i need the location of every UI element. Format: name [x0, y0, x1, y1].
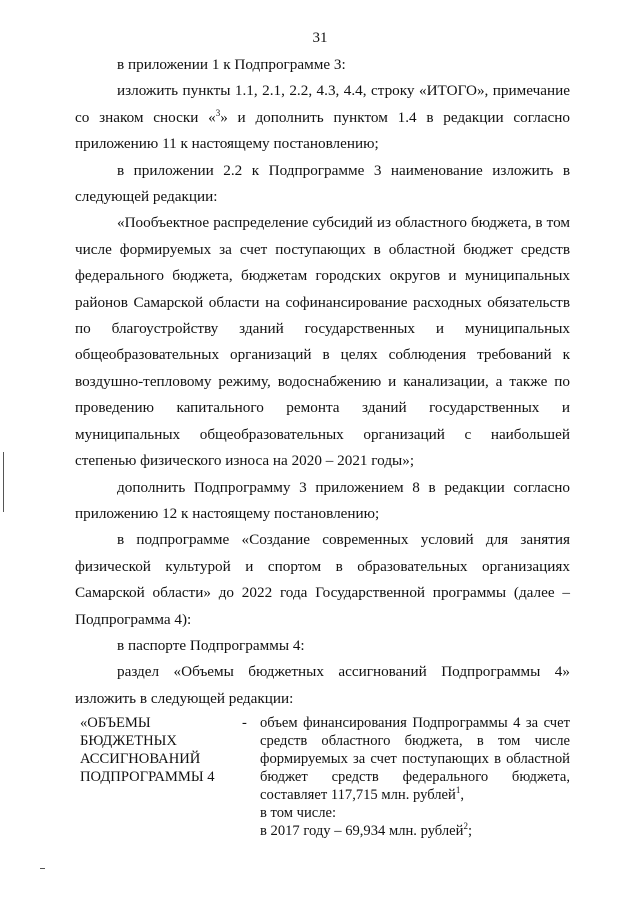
scan-mark	[3, 452, 4, 512]
table-left-line: АССИГНОВАНИЙ	[80, 751, 201, 767]
table-right-line3	[260, 822, 570, 840]
table-left-line: «ОБЪЕМЫ	[80, 715, 151, 731]
table-right-text: объем финансирования Подпрограммы 4 за счет средств областного бюджета, в том числе формируемых за счет поступающих в областной бюджет средств федерального бюджета, составляет 117,715 млн. рублей	[260, 715, 570, 803]
table-left-column	[80, 714, 240, 840]
table-right-line3-text: в 2017 году – 69,934 млн. рублей	[260, 823, 464, 839]
paragraph-2-text-a: изложить пункты 1.1, 2.1, 2.2, 4.3, 4.4, строку «ИТОГО», примечание со знаком сноски «	[75, 82, 570, 126]
paragraph-4-quote: «Пообъектное распределение субсидий из областного бюджета, в том числе формируемых за счет поступающих в областной бюджет средств федерального бюджета, бюджетам городских округов и муниципальных районов Самарской области на софинансирование расходных обязательств по благоустройству зданий государственных и муниципальных общеобразовательных организаций в целях соблюдения требований к воздушно-тепловому режиму, водоснабжению и канализации, а также по проведению капитального ремонта зданий государственных и муниципальных общеобразовательных организаций с наибольшей степенью физического износа на 2020 – 2021 годы»;	[75, 214, 570, 470]
table-right-line2: в том числе:	[260, 805, 337, 821]
paragraph-1: в приложении 1 к Подпрограмме 3:	[117, 56, 346, 73]
footnote-2: 2	[463, 821, 468, 832]
table-right-tail: ;	[467, 823, 472, 839]
footnote-1: 1	[455, 785, 461, 796]
table-left-line: ПОДПРОГРАММЫ 4	[80, 769, 215, 785]
table-right-column: объем финансирования Подпрограммы 4 за счет средств областного бюджета, в том числе формируемых за счет поступающих в областной бюджет средств федерального бюджета, составляет 117,715 млн. рублей$^1$, в том числе: в 2017 году – 69,934 млн. рублей$^2$;	[260, 715, 570, 839]
footnote-mark: 3	[215, 107, 221, 118]
page-number: 31	[312, 30, 328, 46]
budget-table	[80, 714, 570, 840]
paragraph-2	[75, 78, 570, 157]
paragraph-5: дополнить Подпрограмму 3 приложением 8 в редакции согласно приложению 12 к настоящему постановлению;	[75, 478, 570, 522]
paragraph-8: раздел «Объемы бюджетных ассигнований Подпрограммы 4» изложить в следующей редакции:	[75, 663, 570, 707]
paragraph-2-text-b: » и дополнить пунктом 1.4 в редакции согласно приложению 11 к настоящему постановлению;	[75, 108, 570, 153]
paragraph-3: в приложении 2.2 к Подпрограмме 3 наименование изложить в следующей редакции:	[75, 161, 570, 206]
paragraph-6: в подпрограмме «Создание современных условий для занятия физической культурой и спортом в образовательных организациях Самарской области» до 2022 года Государственной программы (далее – Подпрограмма 4):	[75, 531, 570, 628]
table-dash: -	[242, 715, 247, 731]
document-body	[75, 52, 570, 712]
scan-mark	[40, 868, 45, 869]
paragraph-7: в паспорте Подпрограммы 4:	[117, 636, 305, 654]
table-left-line: БЮДЖЕТНЫХ	[80, 733, 177, 749]
